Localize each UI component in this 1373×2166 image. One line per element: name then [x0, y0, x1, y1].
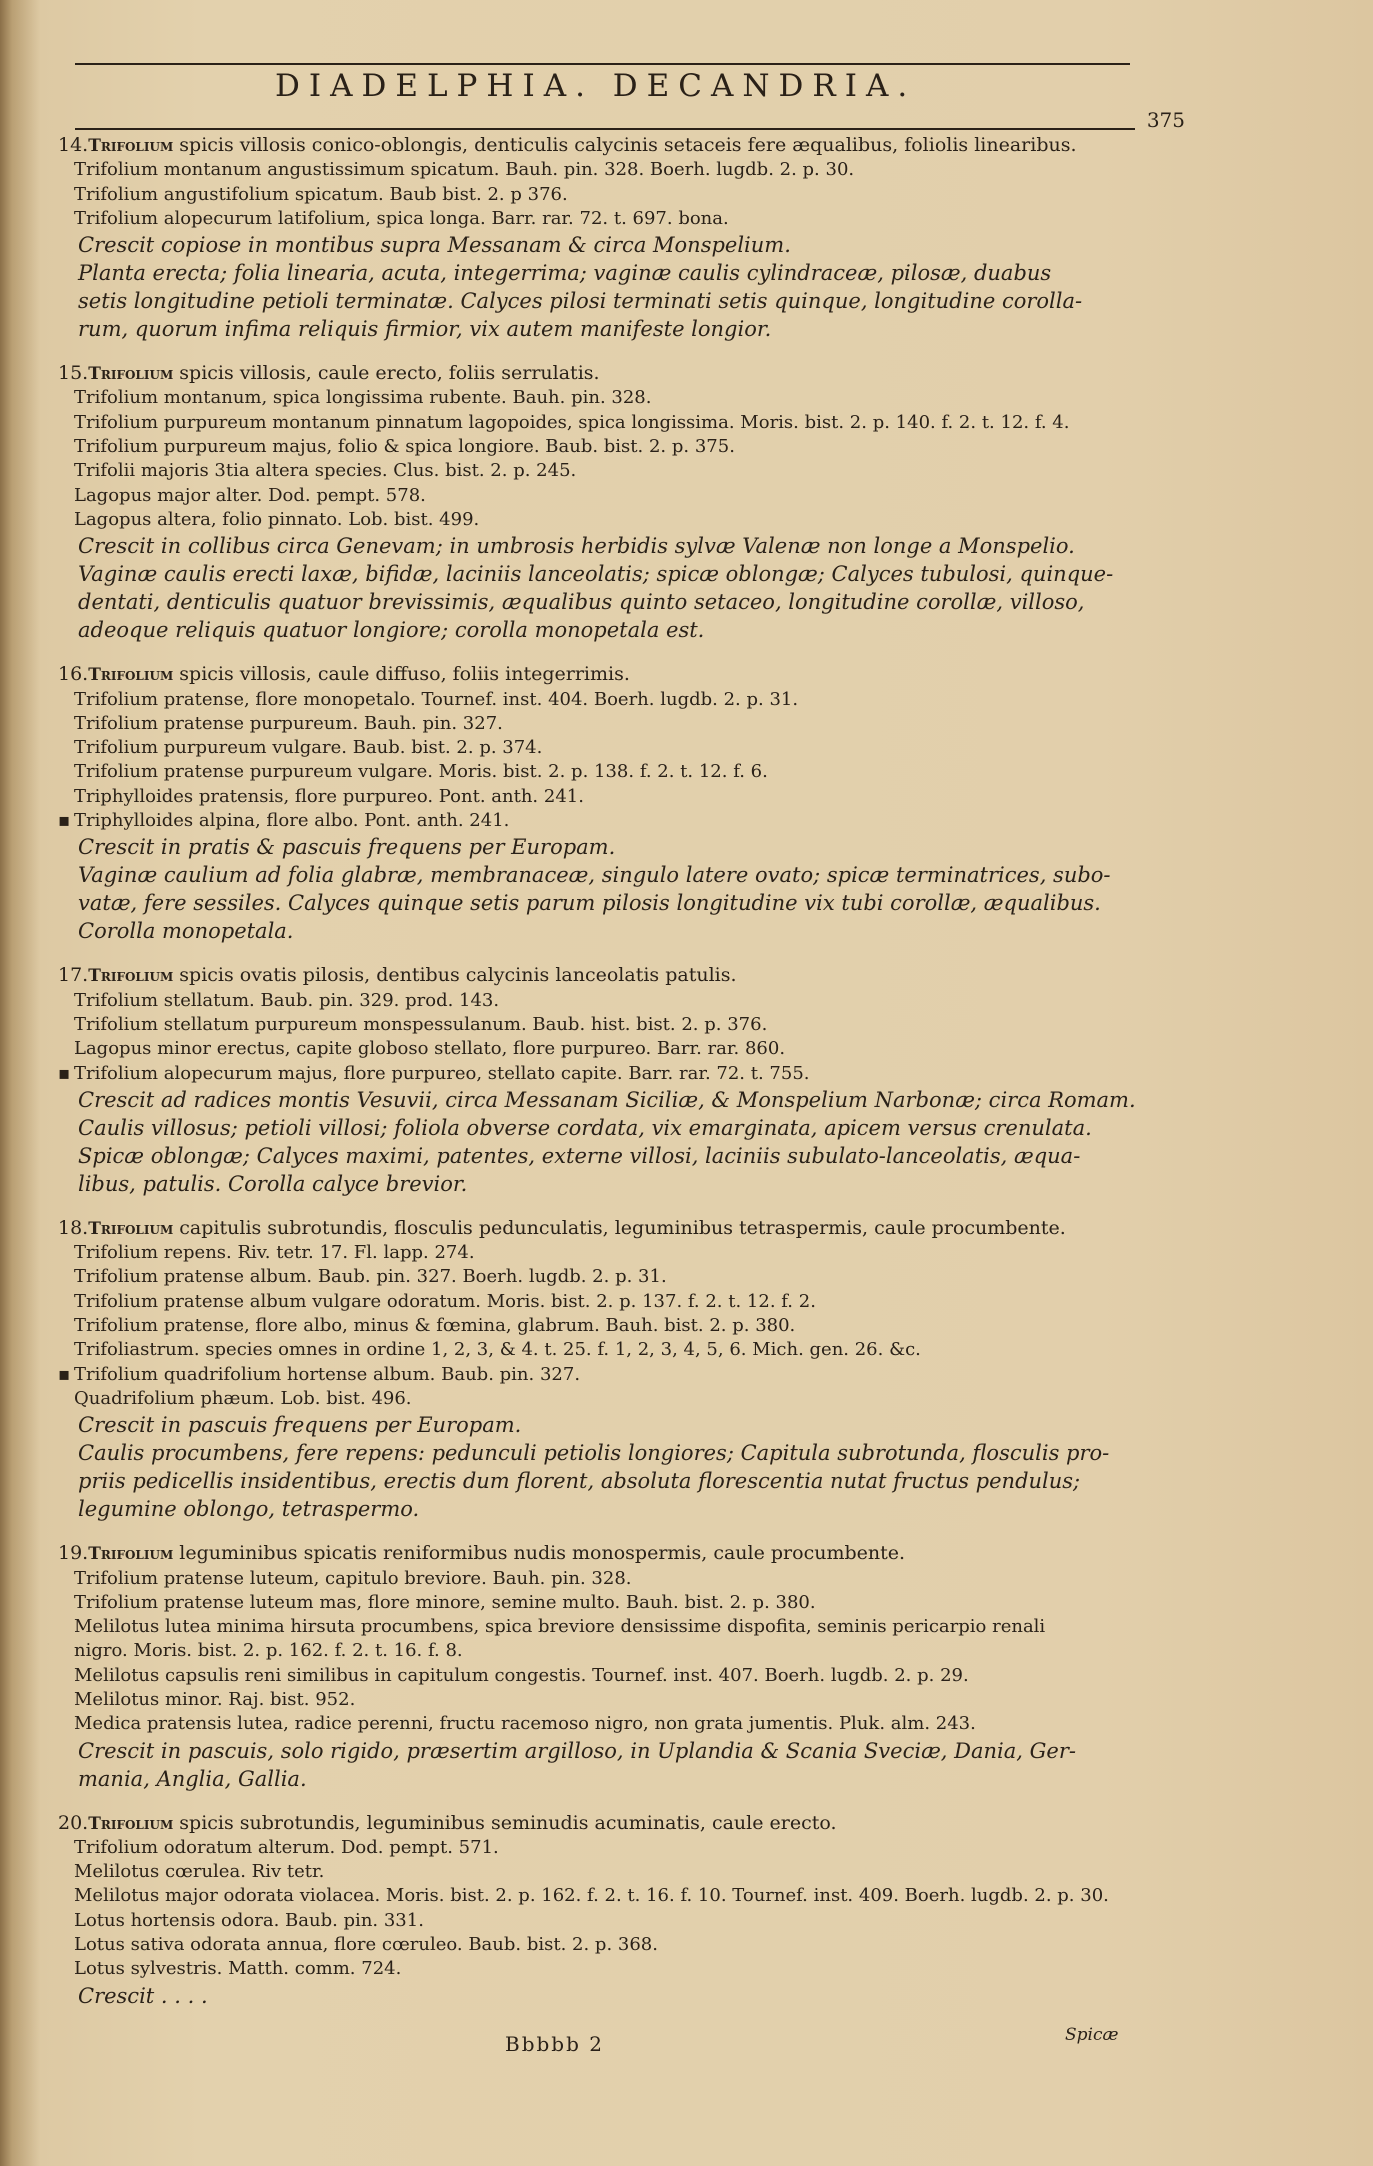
synonym-text: Trifoliastrum. species omnes in ordine 1, 2, 3, & 4. t. 25. f. 1, 2, 3, 4, 5, 6. Mich. gen. 26. &c. [74, 1339, 921, 1361]
diagnosis: spicis villosis, caule diffuso, foliis integerrimis. [179, 663, 630, 686]
diagnosis: spicis villosis, caule erecto, foliis serrulatis. [179, 362, 600, 385]
description-line: Planta erecta; folia linearia, acuta, integerrima; vaginæ caulis cylindraceæ, pilosæ, duabus [78, 261, 1052, 286]
species-entry [58, 1216, 1148, 1523]
synonym-line [58, 1688, 1148, 1712]
header-rule [75, 63, 1130, 65]
synonym-text: Trifolium repens. Riv. tetr. 17. Fl. lapp. 274. [74, 1242, 475, 1264]
synonym-text: Lotus hortensis odora. Baub. pin. 331. [74, 1909, 424, 1931]
description-line: setis longitudine petioli terminatæ. Calyces pilosi terminati setis quinque, longitudine corolla- [78, 289, 1083, 314]
species-entry [58, 133, 1148, 343]
synonym-line [58, 1860, 1148, 1884]
synonym-text: Trifolium alopecurum majus, flore purpureo, stellato capite. Barr. rar. 72. t. 755. [74, 1062, 810, 1084]
synonym-text: Lagopus minor erectus, capite globoso stellato, flore purpureo. Barr. rar. 860. [74, 1038, 786, 1060]
habitat-note: Crescit in collibus circa Genevam; in umbrosis herbidis sylvæ Valenæ non longe a Monspelio. [78, 534, 1075, 559]
synonym-line [58, 183, 1148, 207]
synonym-text: Trifolium pratense luteum mas, flore minore, semine multo. Bauh. bist. 2. p. 380. [74, 1591, 816, 1613]
synonym-line [58, 1290, 1148, 1314]
species-number: 15. [58, 362, 89, 385]
synonym-text: Trifolium stellatum. Baub. pin. 329. prod. 143. [74, 989, 500, 1011]
synonym-line [58, 1591, 1148, 1615]
species-entry [58, 963, 1148, 1197]
synonym-line [58, 1037, 1148, 1061]
diagnosis: spicis ovatis pilosis, dentibus calycinis lanceolatis patulis. [179, 964, 737, 987]
synonym-text: Trifolium pratense purpureum. Bauh. pin. 327. [74, 712, 503, 734]
synonym-text: Trifolium purpureum majus, folio & spica longiore. Baub. bist. 2. p. 375. [74, 436, 735, 458]
entry-heading [58, 1216, 1148, 1241]
synonym-line [58, 1836, 1148, 1860]
synonym-text: Lotus sylvestris. Matth. comm. 724. [74, 1958, 402, 1980]
genus-name: Trifolium [88, 1544, 174, 1565]
synonym-text: Trifolium pratense, flore monopetalo. Tournef. inst. 404. Boerh. lugdb. 2. p. 31. [74, 688, 799, 710]
synonym-line [58, 508, 1148, 532]
synonym-text: Trifolium pratense, flore albo, minus & fœmina, glabrum. Bauh. bist. 2. p. 380. [74, 1315, 796, 1337]
species-number: 17. [58, 964, 89, 987]
synonym-text: Trifolium stellatum purpureum monspessulanum. Baub. hist. bist. 2. p. 376. [74, 1013, 768, 1035]
genus-name: Trifolium [88, 364, 174, 385]
synonym-text: Trifolium montanum, spica longissima rubente. Bauh. pin. 328. [74, 387, 652, 409]
description-line: Vaginæ caulium ad folia glabræ, membranaceæ, singulo latere ovato; spicæ terminatrices, subo- [78, 863, 1111, 888]
synonym-line [58, 736, 1148, 760]
synonym-text: Lotus sativa odorata annua, flore cœruleo. Baub. bist. 2. p. 368. [74, 1934, 658, 1956]
synonym-text: Trifolium angustifolium spicatum. Baub bist. 2. p 376. [74, 183, 568, 205]
synonym-line [58, 386, 1148, 410]
synonym-line [58, 1265, 1148, 1289]
synonym-line [58, 1933, 1148, 1957]
genus-name: Trifolium [88, 136, 174, 156]
species-number: 18. [58, 1216, 89, 1239]
description-line: Corolla monopetala. [78, 919, 294, 944]
asterism-mark: ▪ [58, 1062, 71, 1084]
species-number: 20. [58, 1811, 89, 1834]
entry-heading [58, 361, 1148, 386]
species-entry [58, 1541, 1148, 1792]
synonym-line [58, 688, 1148, 712]
synonym-text: Melilotus major odorata violacea. Moris. bist. 2. p. 162. f. 2. t. 16. f. 10. Tournef. inst. 409. Boerh. lugdb. 2. p. 30. [74, 1885, 1109, 1907]
synonym-text: Melilotus capsulis reni similibus in capitulum congestis. Tournef. inst. 407. Boerh. lugdb. 2. p. 29. [74, 1664, 969, 1686]
synonym-line [58, 1314, 1148, 1338]
habitat-note: Crescit in pascuis, solo rigido, præsertim argilloso, in Uplandia & Scania Sveciæ, Dania, Ger- [78, 1738, 1076, 1763]
synonym-text: Melilotus minor. Raj. bist. 952. [74, 1688, 356, 1710]
synonym-line [58, 1884, 1148, 1908]
synonym-line [58, 411, 1148, 435]
description-line: Caulis procumbens, fere repens: pedunculi petiolis longiores; Capitula subrotunda, flosculis pro- [78, 1441, 1110, 1466]
page-body [58, 133, 1148, 2028]
synonym-line [58, 1363, 1148, 1387]
diagnosis: spicis villosis conico-oblongis, denticulis calycinis setaceis fere æqualibus, foliolis linearibus. [179, 134, 1077, 156]
synonym-text: Triphylloides alpina, flore albo. Pont. anth. 241. [74, 810, 510, 832]
genus-name: Trifolium [88, 665, 174, 686]
genus-name: Trifolium [88, 1813, 174, 1834]
asterism-mark: ▪ [58, 1363, 71, 1385]
description-line: legumine oblongo, tetraspermo. [78, 1497, 420, 1522]
species-entry [58, 662, 1148, 945]
synonym-text: Trifolium montanum angustissimum spicatum. Bauh. pin. 328. Boerh. lugdb. 2. p. 30. [74, 159, 855, 181]
description-line: mania, Anglia, Gallia. [78, 1766, 307, 1791]
description-line: dentati, denticulis quatuor brevissimis, æqualibus quinto setaceo, longitudine corollæ, villoso, [78, 590, 1085, 615]
synonym-line [58, 712, 1148, 736]
header-rule [75, 128, 1135, 130]
entry-heading [58, 662, 1148, 687]
entry-heading [58, 1811, 1148, 1836]
description-line: vatæ, fere sessiles. Calyces quinque setis parum pilosis longitudine vix tubi corollæ, æqualibus. [78, 891, 1101, 916]
genus-name: Trifolium [88, 1218, 174, 1239]
entry-heading [58, 133, 1148, 158]
synonym-line [58, 1013, 1148, 1037]
synonym-text: Trifolium pratense luteum, capitulo breviore. Bauh. pin. 328. [74, 1567, 632, 1589]
diagnosis: leguminibus spicatis reniformibus nudis monospermis, caule procumbente. [179, 1542, 906, 1565]
entry-heading [58, 1541, 1148, 1566]
species-entry [58, 361, 1148, 644]
genus-name: Trifolium [88, 966, 174, 987]
habitat-note: Crescit in pratis & pascuis frequens per Europam. [78, 835, 616, 860]
signature-mark: Bbbbb 2 [505, 2032, 604, 2056]
description-line: Spicæ oblongæ; Calyces maximi, patentes, externe villosi, laciniis subulato-lanceolatis, æqua- [78, 1143, 1081, 1168]
synonym-text: Lagopus major alter. Dod. pempt. 578. [74, 484, 426, 506]
species-number: 14. [58, 134, 89, 156]
species-entry [58, 1811, 1148, 2010]
synonym-line [58, 1957, 1148, 1981]
synonym-text: Quadrifolium phæum. Lob. bist. 496. [74, 1387, 412, 1409]
synonym-line [58, 1909, 1148, 1933]
synonym-line [58, 459, 1148, 483]
synonym-line [58, 785, 1148, 809]
synonym-line [58, 989, 1148, 1013]
description-line: priis pedicellis insidentibus, erectis dum florent, absoluta florescentia nutat fructus pendulus; [78, 1469, 1081, 1494]
habitat-note: Crescit . . . . [78, 1983, 208, 2008]
running-header [75, 68, 1185, 132]
diagnosis: spicis subrotundis, leguminibus seminudis acuminatis, caule erecto. [179, 1811, 837, 1834]
description-line: libus, patulis. Corolla calyce brevior. [78, 1171, 468, 1196]
description-line: Caulis villosus; petioli villosi; foliola obverse cordata, vix emarginata, apicem versus crenulata. [78, 1115, 1092, 1140]
species-number: 16. [58, 663, 89, 686]
synonym-line [58, 1241, 1148, 1265]
synonym-text: Trifolium purpureum montanum pinnatum lagopoides, spica longissima. Moris. bist. 2. p. 140. f. 2. t. 12. f. 4. [74, 411, 1070, 433]
synonym-line [58, 1062, 1148, 1086]
synonym-text: Trifolium pratense album vulgare odoratum. Moris. bist. 2. p. 137. f. 2. t. 12. f. 2. [74, 1290, 816, 1312]
synonym-line [58, 1567, 1148, 1591]
synonym-text: Trifolium alopecurum latifolium, spica longa. Barr. rar. 72. t. 697. bona. [74, 207, 729, 229]
habitat-note: Crescit copiose in montibus supra Messanam & circa Monspelium. [78, 233, 791, 258]
synonym-text: Trifolium pratense purpureum vulgare. Moris. bist. 2. p. 138. f. 2. t. 12. f. 6. [74, 761, 768, 783]
synonym-line [58, 809, 1148, 833]
catchword: Spicæ [1065, 2025, 1119, 2045]
entry-heading [58, 963, 1148, 988]
synonym-text: Triphylloides pratensis, flore purpureo. Pont. anth. 241. [74, 785, 584, 807]
synonym-text: Trifolium quadrifolium hortense album. Baub. pin. 327. [74, 1363, 581, 1385]
synonym-text: Medica pratensis lutea, radice perenni, fructu racemoso nigro, non grata jumentis. Pluk. alm. 243. [74, 1713, 976, 1735]
synonym-text: Melilotus lutea minima hirsuta procumbens, spica breviore densissime dispofita, seminis pericarpio renali [74, 1616, 1046, 1638]
synonym-line [58, 1615, 1148, 1639]
synonym-line [58, 207, 1148, 231]
synonym-line [58, 484, 1148, 508]
synonym-line [58, 1639, 1148, 1663]
page-number: 375 [1146, 108, 1185, 132]
synonym-line [58, 1664, 1148, 1688]
running-title: DIADELPHIA. DECANDRIA. [275, 68, 917, 104]
synonym-text: Melilotus cœrulea. Riv tetr. [74, 1861, 325, 1883]
synonym-line [58, 158, 1148, 182]
description-line: Vaginæ caulis erecti laxæ, bifidæ, laciniis lanceolatis; spicæ oblongæ; Calyces tubulosi, quinque- [78, 562, 1114, 587]
synonym-line [58, 435, 1148, 459]
synonym-text: Trifolium purpureum vulgare. Baub. bist. 2. p. 374. [74, 737, 543, 759]
species-number: 19. [58, 1542, 89, 1565]
description-line: adeoque reliquis quatuor longiore; corolla monopetala est. [78, 618, 705, 643]
asterism-mark: ▪ [58, 810, 71, 832]
synonym-text: Lagopus altera, folio pinnato. Lob. bist. 499. [74, 508, 480, 530]
synonym-line [58, 760, 1148, 784]
synonym-line [58, 1387, 1148, 1411]
synonym-text: Trifolii majoris 3tia altera species. Clus. bist. 2. p. 245. [74, 460, 577, 482]
synonym-text: Trifolium odoratum alterum. Dod. pempt. 571. [74, 1836, 499, 1858]
synonym-line [58, 1712, 1148, 1736]
synonym-line [58, 1338, 1148, 1362]
habitat-note: Crescit in pascuis frequens per Europam. [78, 1413, 522, 1438]
diagnosis: capitulis subrotundis, flosculis pedunculatis, leguminibus tetraspermis, caule procumbente. [179, 1216, 1066, 1239]
habitat-note: Crescit ad radices montis Vesuvii, circa Messanam Siciliæ, & Monspelium Narbonæ; circa Romam. [78, 1087, 1136, 1112]
description-line: rum, quorum infima reliquis firmior, vix autem manifeste longior. [78, 317, 772, 342]
synonym-text: Trifolium pratense album. Baub. pin. 327. Boerh. lugdb. 2. p. 31. [74, 1266, 667, 1288]
synonym-text: nigro. Moris. bist. 2. p. 162. f. 2. t. 16. f. 8. [74, 1640, 463, 1662]
